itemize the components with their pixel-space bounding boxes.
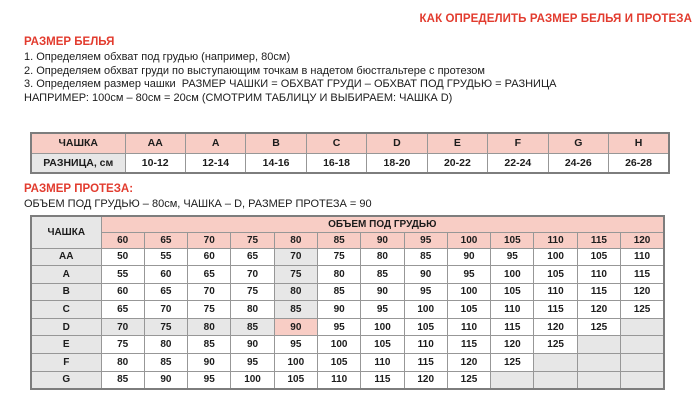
- size-cell: 115: [621, 266, 664, 284]
- size-cell: 75: [188, 301, 231, 319]
- cup-row-label: G: [31, 371, 101, 389]
- band-value-cell: 100: [447, 232, 490, 248]
- size-cell: 90: [317, 301, 360, 319]
- cup-table-label: ЧАШКА: [31, 133, 125, 153]
- difference-cell: 18-20: [367, 153, 427, 173]
- size-cell: 50: [101, 248, 144, 266]
- band-value-cell: 70: [188, 232, 231, 248]
- size-cell: 85: [404, 248, 447, 266]
- size-cell: 100: [317, 336, 360, 354]
- cup-row-label: AA: [31, 248, 101, 266]
- size-cell: 85: [274, 301, 317, 319]
- size-table-row: [31, 354, 664, 372]
- cup-header-cell: B: [246, 133, 306, 153]
- cup-row-label: D: [31, 318, 101, 336]
- cup-row-label: A: [31, 266, 101, 284]
- difference-cell: 12-14: [185, 153, 245, 173]
- size-cell: 100: [404, 301, 447, 319]
- size-cell: 85: [101, 371, 144, 389]
- size-cell: [621, 318, 664, 336]
- size-cell: 85: [231, 318, 274, 336]
- size-cell: [577, 371, 620, 389]
- prosthesis-size-table: [30, 215, 665, 390]
- size-cell: 110: [491, 301, 534, 319]
- size-cell: 90: [144, 371, 187, 389]
- size-cell: 120: [491, 336, 534, 354]
- band-value-cell: 90: [361, 232, 404, 248]
- band-value-cell: 115: [577, 232, 620, 248]
- cup-row-label: B: [31, 283, 101, 301]
- size-cell: 65: [188, 266, 231, 284]
- size-cell: 125: [577, 318, 620, 336]
- size-cell: 70: [188, 283, 231, 301]
- size-cell: 110: [447, 318, 490, 336]
- size-cell: 85: [144, 354, 187, 372]
- size-cell: 115: [447, 336, 490, 354]
- cup-header-cell: C: [306, 133, 366, 153]
- size-cell: 80: [231, 301, 274, 319]
- size-cell: 95: [404, 283, 447, 301]
- size-cell: 100: [361, 318, 404, 336]
- size-cell: [621, 336, 664, 354]
- band-value-cell: 95: [404, 232, 447, 248]
- size-cell: 90: [404, 266, 447, 284]
- size-cell: 85: [361, 266, 404, 284]
- prosthesis-size-section: [24, 183, 372, 212]
- instruction-line-1: 1. Определяем обхват под грудью (например, 80см): [24, 51, 291, 63]
- size-table-row: [31, 371, 664, 389]
- size-cell: 80: [144, 336, 187, 354]
- cup-header-cell: H: [609, 133, 670, 153]
- size-cell: 105: [404, 318, 447, 336]
- size-cell: 105: [577, 248, 620, 266]
- size-cell: 105: [274, 371, 317, 389]
- size-cell: 60: [144, 266, 187, 284]
- size-cell: 105: [447, 301, 490, 319]
- difference-cell: 14-16: [246, 153, 306, 173]
- cup-header-cell: F: [488, 133, 548, 153]
- band-header-row: [31, 216, 664, 232]
- difference-cell: 10-12: [125, 153, 185, 173]
- cup-row-label: C: [31, 301, 101, 319]
- page-title: КАК ОПРЕДЕЛИТЬ РАЗМЕР БЕЛЬЯ И ПРОТЕЗА: [419, 13, 692, 25]
- size-cell: 105: [317, 354, 360, 372]
- band-value-cell: 105: [491, 232, 534, 248]
- instruction-line-3: 3. Определяем размер чашки РАЗМЕР ЧАШКИ = ОБХВАТ ГРУДИ – ОБХВАТ ПОД ГРУДЬЮ = РАЗНИЦА: [24, 78, 557, 91]
- size-table-row: [31, 336, 664, 354]
- size-table-row: [31, 318, 664, 336]
- cup-header-cell: AA: [125, 133, 185, 153]
- size-cell: 100: [491, 266, 534, 284]
- size-table-row: [31, 283, 664, 301]
- size-cell: 75: [231, 283, 274, 301]
- size-cell: [534, 354, 577, 372]
- size-cell: [621, 371, 664, 389]
- size-cell: 95: [447, 266, 490, 284]
- band-value-cell: 110: [534, 232, 577, 248]
- size-cell: 95: [231, 354, 274, 372]
- size-cell: 115: [404, 354, 447, 372]
- size-cell: 115: [361, 371, 404, 389]
- size-cell: 115: [491, 318, 534, 336]
- difference-cell: 22-24: [488, 153, 548, 173]
- cup-header-cell: D: [367, 133, 427, 153]
- cup-row-label: F: [31, 354, 101, 372]
- instruction-line-2: 2. Определяем обхват груди по выступающим точкам в надетом бюстгальтере с протезом: [24, 64, 485, 77]
- size-cell: 75: [144, 318, 187, 336]
- band-value-cell: 85: [317, 232, 360, 248]
- size-cell: 95: [188, 371, 231, 389]
- size-cell: 110: [317, 371, 360, 389]
- size-cell: 55: [101, 266, 144, 284]
- size-cell: 120: [447, 354, 490, 372]
- size-cell: 125: [491, 354, 534, 372]
- size-cell: 90: [361, 283, 404, 301]
- band-value-cell: 75: [231, 232, 274, 248]
- size-cell: 85: [188, 336, 231, 354]
- size-cell: 120: [534, 318, 577, 336]
- size-cell: 125: [447, 371, 490, 389]
- size-cell: 100: [534, 248, 577, 266]
- prosthesis-section-heading: РАЗМЕР ПРОТЕЗА:: [24, 183, 134, 195]
- size-cell: 105: [491, 283, 534, 301]
- size-cell: 100: [447, 283, 490, 301]
- size-cell: 75: [274, 266, 317, 284]
- size-cell: [534, 371, 577, 389]
- size-cell: 125: [621, 301, 664, 319]
- size-cell: 85: [317, 283, 360, 301]
- size-cell: 70: [101, 318, 144, 336]
- prosthesis-example-line: ОБЪЕМ ПОД ГРУДЬЮ – 80см, ЧАШКА – D, РАЗМЕР ПРОТЕЗА = 90: [24, 198, 372, 210]
- difference-label: РАЗНИЦА, см: [31, 153, 125, 173]
- underwear-section-heading: РАЗМЕР БЕЛЬЯ: [24, 36, 115, 48]
- cup-header-row: [31, 133, 669, 153]
- size-cell: [491, 371, 534, 389]
- size-cell: 110: [534, 283, 577, 301]
- size-cell: 80: [361, 248, 404, 266]
- size-cell: 80: [101, 354, 144, 372]
- size-cell: 110: [361, 354, 404, 372]
- size-cell: 95: [361, 301, 404, 319]
- size-cell: 70: [231, 266, 274, 284]
- size-cell: 120: [404, 371, 447, 389]
- size-cell: 55: [144, 248, 187, 266]
- size-table-row: [31, 266, 664, 284]
- cup-row-label: E: [31, 336, 101, 354]
- cup-difference-table: [30, 132, 670, 174]
- size-cell: 90: [231, 336, 274, 354]
- size-cell: 80: [188, 318, 231, 336]
- size-table-row: [31, 248, 664, 266]
- size-cell: 110: [404, 336, 447, 354]
- size-table-row: [31, 301, 664, 319]
- difference-cell: 24-26: [548, 153, 608, 173]
- size-cell: 90: [274, 318, 317, 336]
- band-value-cell: 120: [621, 232, 664, 248]
- size-cell: 125: [534, 336, 577, 354]
- size-cell: 105: [534, 266, 577, 284]
- size-cell: 95: [317, 318, 360, 336]
- size-cell: 90: [188, 354, 231, 372]
- size-cell: 75: [101, 336, 144, 354]
- size-cell: 100: [274, 354, 317, 372]
- size-cell: 110: [621, 248, 664, 266]
- difference-cell: 26-28: [609, 153, 670, 173]
- cup-header-cell: G: [548, 133, 608, 153]
- size-cell: 120: [577, 301, 620, 319]
- difference-cell: 16-18: [306, 153, 366, 173]
- size-cell: 80: [317, 266, 360, 284]
- difference-cell: 20-22: [427, 153, 487, 173]
- size-table-corner-label: ЧАШКА: [31, 216, 101, 248]
- size-cell: 75: [317, 248, 360, 266]
- size-cell: 115: [534, 301, 577, 319]
- band-header: ОБЪЕМ ПОД ГРУДЬЮ: [101, 216, 664, 232]
- size-cell: 100: [231, 371, 274, 389]
- size-cell: 60: [188, 248, 231, 266]
- size-cell: 60: [101, 283, 144, 301]
- size-cell: [621, 354, 664, 372]
- band-value-cell: 60: [101, 232, 144, 248]
- cup-header-cell: E: [427, 133, 487, 153]
- size-cell: 70: [144, 301, 187, 319]
- band-value-cell: 80: [274, 232, 317, 248]
- size-cell: 115: [577, 283, 620, 301]
- band-value-cell: 65: [144, 232, 187, 248]
- size-cell: 90: [447, 248, 490, 266]
- size-cell: 65: [144, 283, 187, 301]
- size-cell: 65: [101, 301, 144, 319]
- size-cell: [577, 354, 620, 372]
- size-cell: 65: [231, 248, 274, 266]
- size-cell: 70: [274, 248, 317, 266]
- size-cell: 80: [274, 283, 317, 301]
- size-cell: 95: [274, 336, 317, 354]
- underwear-size-section: [24, 36, 556, 105]
- size-cell: 120: [621, 283, 664, 301]
- cup-header-cell: A: [185, 133, 245, 153]
- size-cell: 110: [577, 266, 620, 284]
- size-cell: [577, 336, 620, 354]
- difference-row: [31, 153, 669, 173]
- instruction-line-4: НАПРИМЕР: 100см – 80см = 20см (СМОТРИМ ТАБЛИЦУ И ВЫБИРАЕМ: ЧАШКА D): [24, 91, 453, 104]
- size-cell: 95: [491, 248, 534, 266]
- size-cell: 105: [361, 336, 404, 354]
- band-values-row: [31, 232, 664, 248]
